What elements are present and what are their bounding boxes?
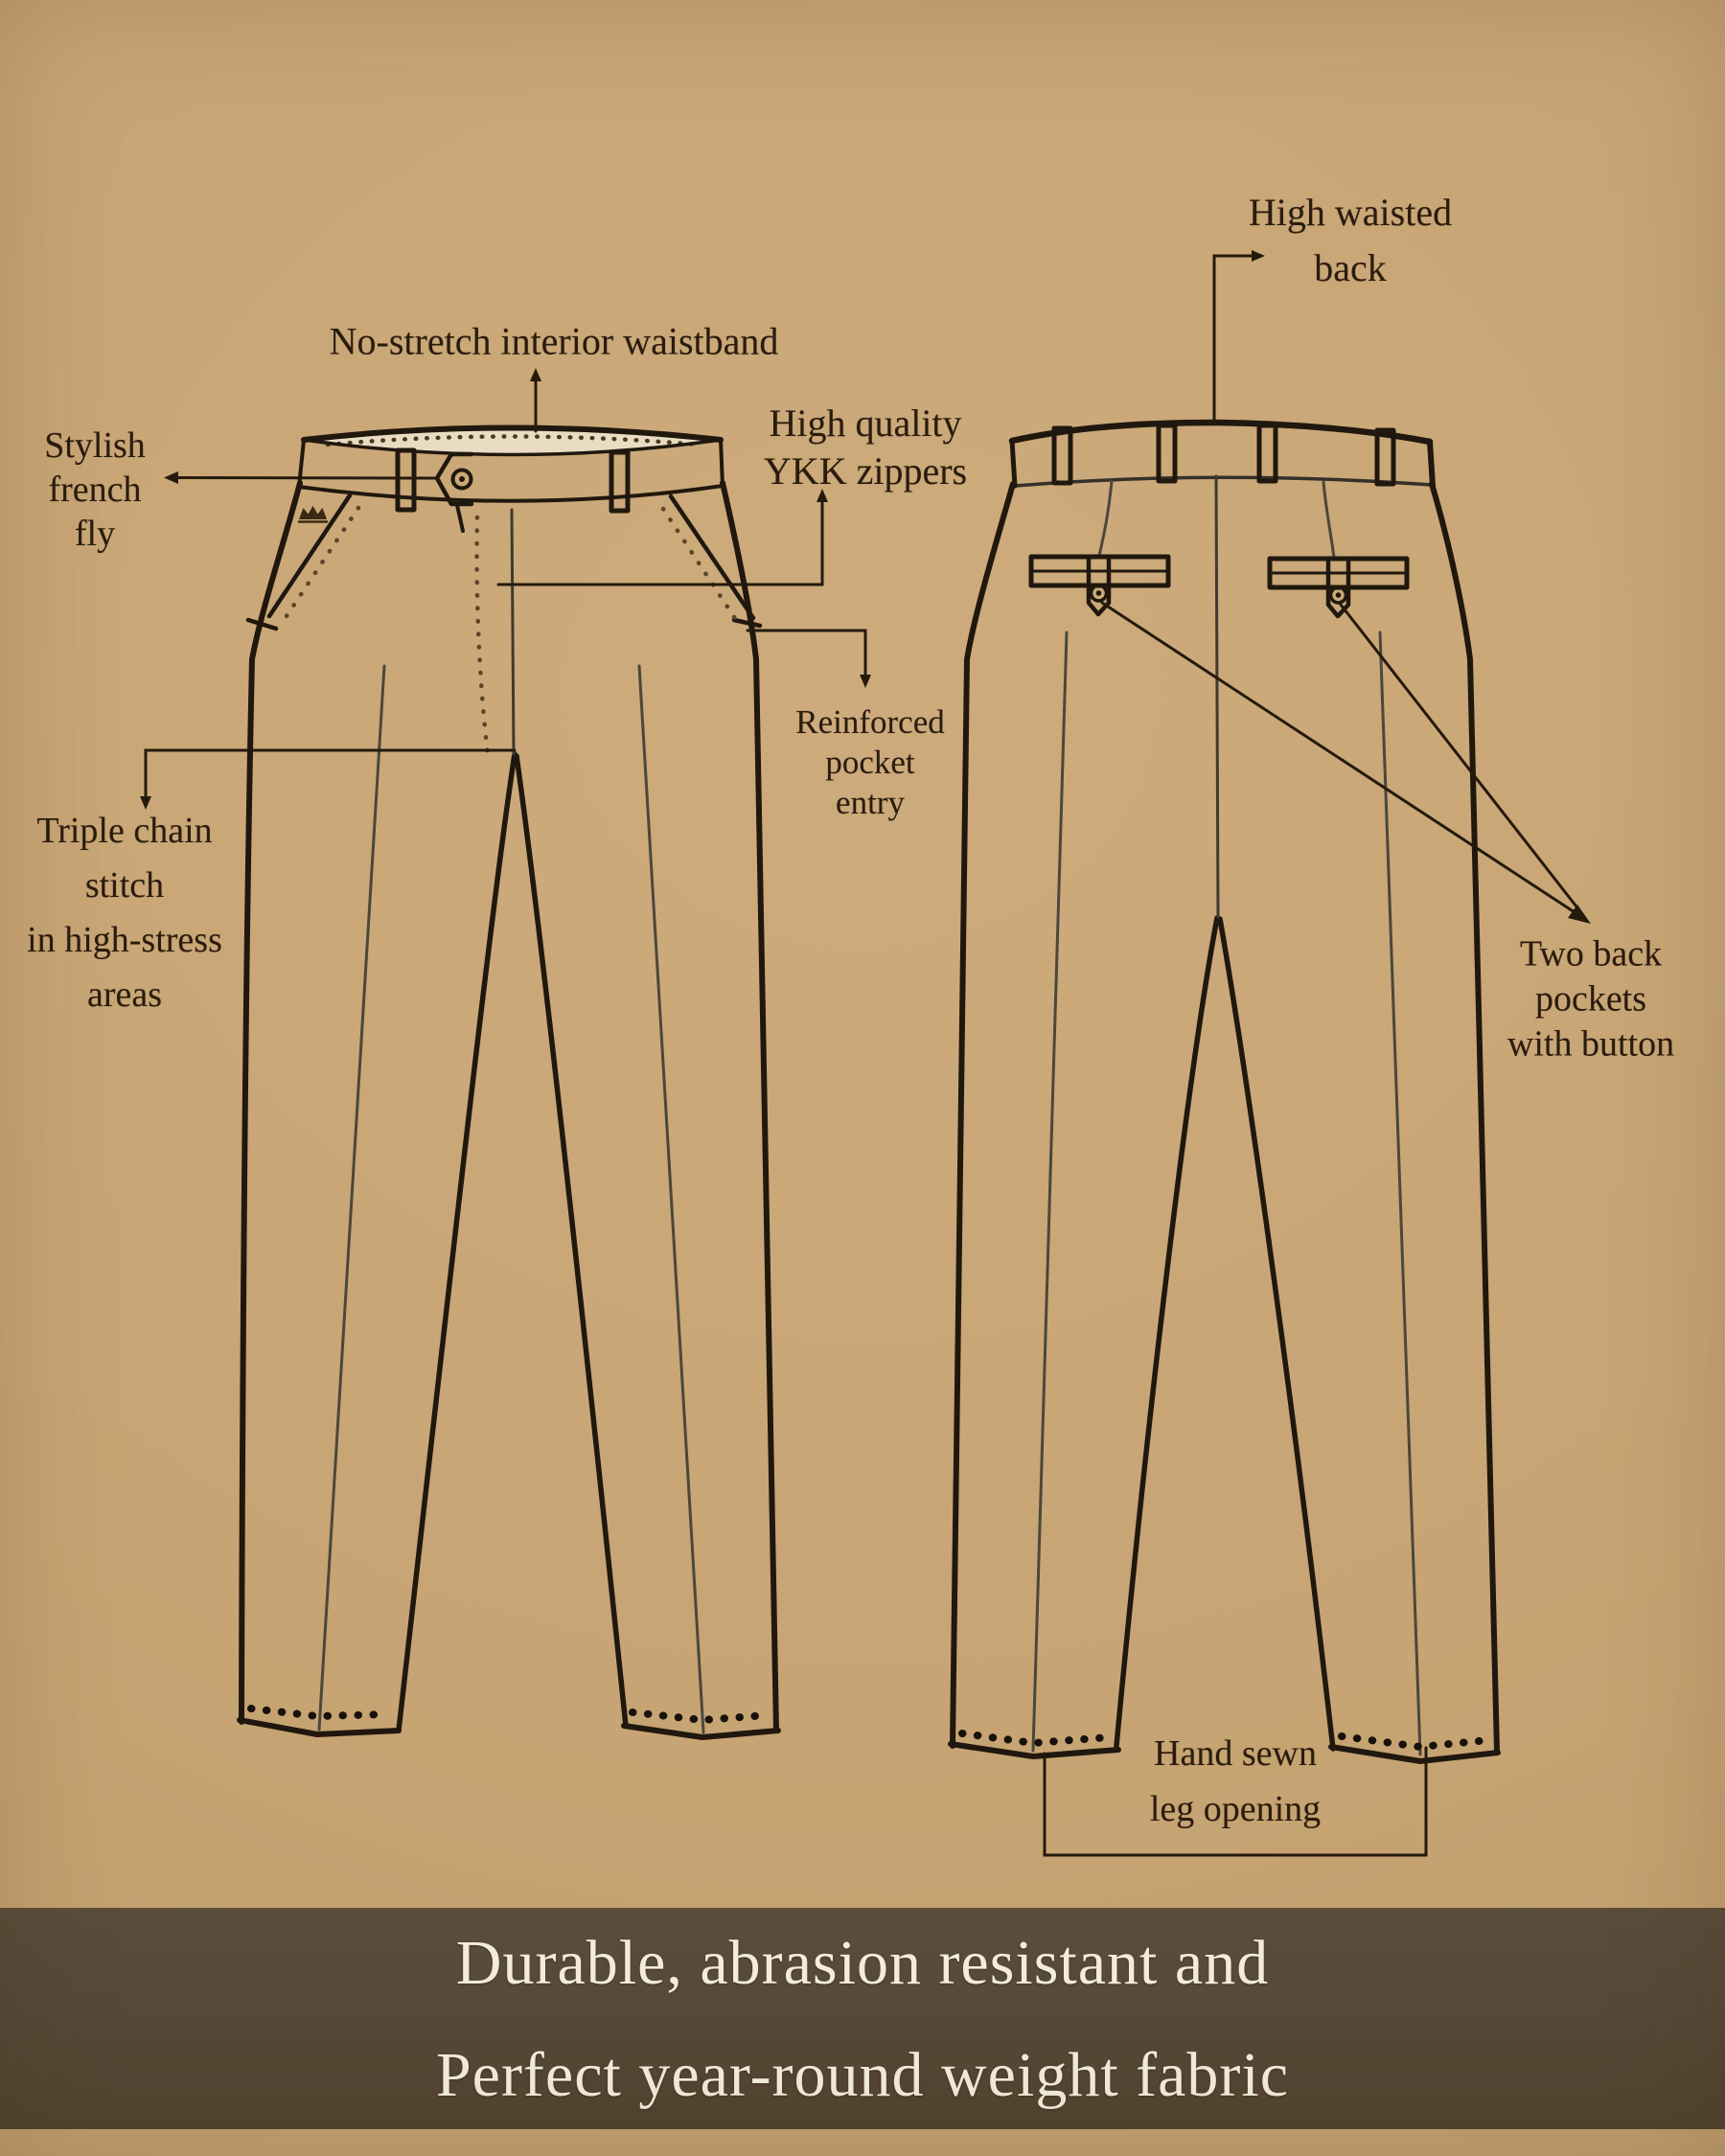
back-pocket-left [1031, 557, 1168, 614]
front-belt-loop-left [398, 450, 414, 510]
footer-line-2: Perfect year-round weight fabric [435, 2039, 1290, 2110]
label-reinforced-pocket-entry: Reinforced pocket entry [795, 703, 945, 821]
hem-stitch-dots-back-right [1342, 1736, 1488, 1747]
footer-line-1: Durable, abrasion resistant and [455, 1927, 1270, 1998]
hem-stitch-dots-back-left [962, 1733, 1110, 1743]
fly-stitch-dots [477, 517, 488, 754]
label-two-back-pockets: Two back pockets with button [1506, 933, 1675, 1065]
label-high-waisted-back: High waisted back [1248, 191, 1453, 289]
label-high-quality-ykk-zippers: High quality YKK zippers [763, 401, 968, 493]
label-hand-sewn-leg-opening: Hand sewn leg opening [1149, 1733, 1322, 1829]
front-belt-loop-right [611, 452, 628, 511]
front-trousers [240, 428, 778, 1738]
callout-back-pocket-right [1341, 605, 1579, 910]
label-stylish-french-fly: Stylish french fly [44, 425, 146, 554]
footer-banner [0, 1908, 1725, 2129]
back-belt-loop-3 [1259, 425, 1276, 481]
callout-ykk [498, 496, 822, 585]
label-no-stretch-interior-waistband: No-stretch interior waistband [329, 319, 779, 363]
crown-icon [299, 506, 327, 522]
french-fly [437, 454, 472, 531]
back-belt-loop-2 [1159, 425, 1175, 481]
hem-stitch-dots-front-right [632, 1712, 767, 1720]
front-pocket-right [663, 496, 760, 626]
label-triple-chain-stitch: Triple chain stitch in high-stress areas [27, 811, 222, 1015]
callout-back-pocket-left [1102, 603, 1577, 914]
back-pocket-right [1270, 559, 1407, 616]
callout-french-fly [170, 478, 436, 479]
back-belt-loop-1 [1054, 428, 1070, 483]
callout-reinforced [748, 631, 865, 680]
back-trousers [951, 423, 1498, 1761]
callout-triple-stitch [146, 750, 515, 802]
